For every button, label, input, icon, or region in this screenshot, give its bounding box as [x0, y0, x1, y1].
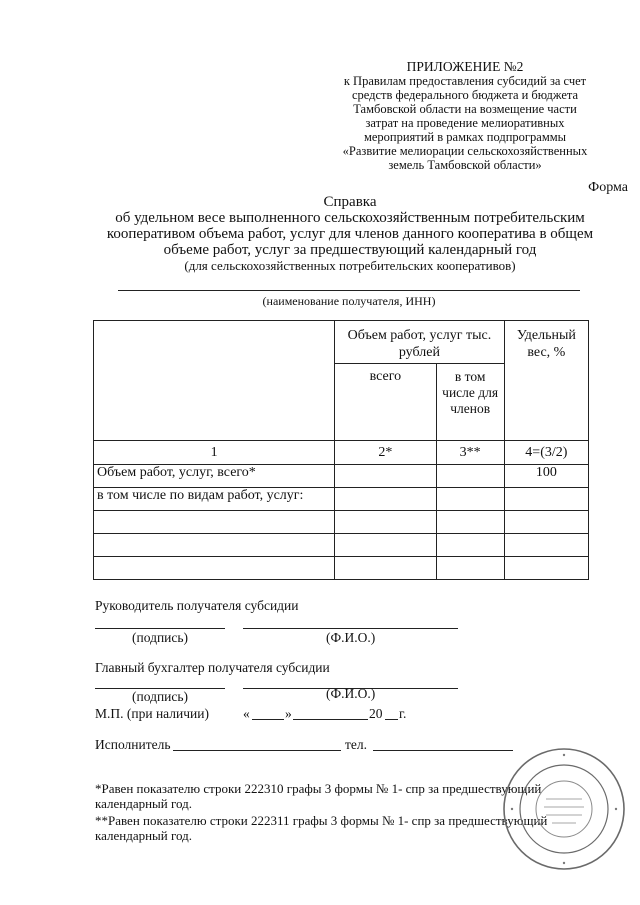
document-heading: [60, 194, 640, 274]
official-seal-icon: [500, 745, 628, 873]
appendix-line: Тамбовской области на возмещение части: [353, 102, 577, 116]
heading-line: объеме работ, услуг за предшествующий календарный год: [163, 242, 537, 258]
table-row: [94, 465, 589, 488]
date-year-line[interactable]: [385, 719, 398, 720]
form-label: Форма: [588, 180, 628, 195]
table-row: [94, 511, 589, 534]
date-year: 20: [369, 706, 383, 721]
appendix-line: земель Тамбовской области»: [388, 158, 542, 172]
heading-subtitle: (для сельскохозяйственных потребительских кооперативов): [184, 258, 516, 273]
stamp-label: М.П. (при наличии): [95, 706, 209, 721]
header-members: в том числе для членов: [436, 364, 504, 441]
accountant-label: Главный бухгалтер получателя субсидии: [95, 660, 330, 675]
appendix-line: мероприятий в рамках подпрограммы: [363, 130, 567, 144]
head-fio-line[interactable]: [243, 628, 458, 629]
date-month-line[interactable]: [293, 719, 368, 720]
date-suffix: г.: [399, 706, 407, 721]
head-signature-caption: (подпись): [132, 630, 189, 645]
footnote-1: *Равен показателю строки 222310 графы 3 формы № 1- спр за предшествующий календарный год.: [95, 781, 542, 811]
row-total-label: Объем работ, услуг, всего*: [94, 465, 335, 488]
appendix-line: к Правилам предоставления субсидий за счет: [343, 74, 587, 88]
col-number: 1: [94, 441, 335, 465]
table-row: [94, 534, 589, 557]
heading-line: об удельном весе выполненного сельскохозяйственным потребительским: [115, 210, 585, 226]
table-row: [94, 557, 589, 580]
col-number: 2*: [335, 441, 436, 465]
col-number: 4=(3/2): [504, 441, 588, 465]
accountant-fio-caption: (Ф.И.О.): [326, 686, 376, 701]
data-table: [93, 320, 589, 580]
header-share: Удельный вес, %: [504, 321, 588, 441]
appendix-line: затрат на проведение мелиоративных: [365, 116, 565, 130]
heading-title: Справка: [323, 194, 377, 210]
executor-label: Исполнитель: [95, 737, 171, 752]
recipient-caption: (наименование получателя, ИНН): [262, 294, 436, 308]
header-volume: Объем работ, услуг тыс. рублей: [335, 321, 505, 364]
tel-label: тел.: [345, 737, 368, 752]
table-row: [94, 488, 589, 511]
date-mid: »: [285, 706, 292, 721]
header-total: всего: [335, 364, 436, 441]
appendix-line: «Развитие мелиорации сельскохозяйственных: [342, 144, 588, 158]
appendix-line: средств федерального бюджета и бюджета: [351, 88, 579, 102]
date-day-line[interactable]: [252, 719, 284, 720]
recipient-line: [118, 290, 580, 291]
appendix-title: ПРИЛОЖЕНИЕ №2: [406, 59, 524, 74]
col-number: 3**: [436, 441, 504, 465]
appendix-block: [300, 60, 630, 172]
header-empty-cell: [94, 321, 335, 441]
accountant-signature-caption: (подпись): [132, 689, 189, 704]
head-signature-line[interactable]: [95, 628, 225, 629]
executor-line[interactable]: [173, 750, 341, 751]
date-open: «: [243, 706, 250, 721]
head-label: Руководитель получателя субсидии: [95, 598, 299, 613]
footnote-2: **Равен показателю строки 222311 графы 3 формы № 1- спр за предшествующий календарный год.: [95, 813, 548, 843]
row-by-type-label: в том числе по видам работ, услуг:: [94, 488, 335, 511]
row-total-share: 100: [504, 465, 588, 488]
tel-line[interactable]: [373, 750, 513, 751]
heading-line: кооперативом объема работ, услуг для членов данного кооператива в общем: [106, 226, 594, 242]
head-fio-caption: (Ф.И.О.): [326, 630, 376, 645]
